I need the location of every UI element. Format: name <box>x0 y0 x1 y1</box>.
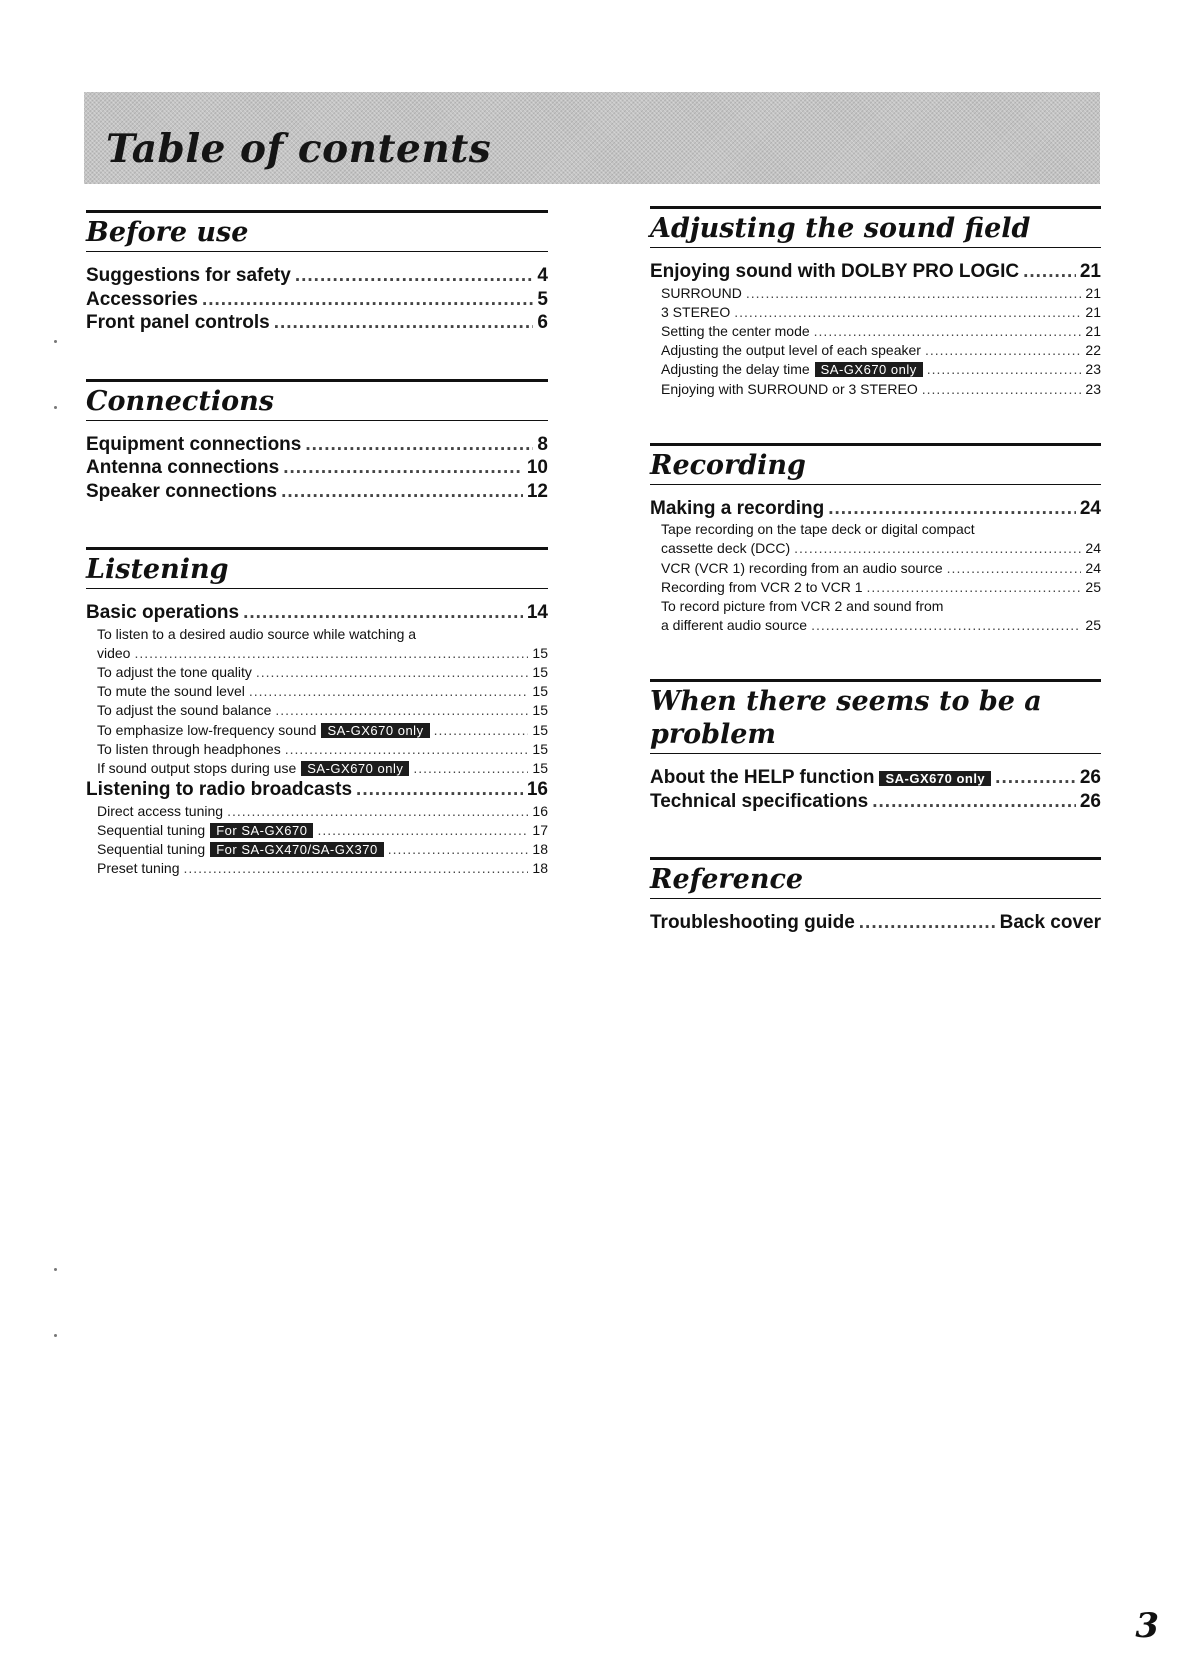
toc-subentry-surround[interactable]: SURROUND ..... 21 <box>661 284 1101 303</box>
toc-subentry-3-stereo[interactable]: 3 STEREO ..... 21 <box>661 303 1101 322</box>
section-sound-field <box>650 206 1101 399</box>
model-badge: SA-GX670 only <box>321 723 429 738</box>
toc-subentry-vcr1-recording[interactable]: VCR (VCR 1) recording from an audio source ..... 24 <box>661 559 1101 578</box>
toc-entry-suggestions-for-safety[interactable]: Suggestions for safety ..... 4 <box>86 264 548 288</box>
toc-subentry-tape-recording[interactable]: cassette deck (DCC) ..... 24 <box>661 539 1101 558</box>
scan-speck <box>54 1334 57 1337</box>
section-header <box>650 679 1101 754</box>
toc-subentry-headphones[interactable]: To listen through headphones ..... 15 <box>97 740 548 759</box>
model-badge: SA-GX670 only <box>301 761 409 776</box>
section-header <box>650 206 1101 248</box>
scan-speck <box>54 340 57 343</box>
toc-entry-equipment-connections[interactable]: Equipment connections ..... 8 <box>86 433 548 457</box>
scan-speck <box>54 1268 57 1271</box>
toc-entry-troubleshooting-guide[interactable]: Troubleshooting guide ..... Back cover <box>650 911 1101 935</box>
section-header <box>86 547 548 589</box>
toc-entry-making-a-recording[interactable]: Making a recording ..... 24 <box>650 497 1101 521</box>
section-title: Connections <box>86 385 274 417</box>
toc-subentry-delay-time[interactable]: Adjusting the delay time SA-GX670 only ..... 23 <box>661 360 1101 379</box>
section-title: Adjusting the sound field <box>650 213 1031 244</box>
section-title: Before use <box>86 217 249 248</box>
toc-subentry-output-stops[interactable]: If sound output stops during use SA-GX670 only ..... 15 <box>97 759 548 778</box>
toc-entry-help-function[interactable]: About the HELP function SA-GX670 only ..... 26 <box>650 766 1101 790</box>
section-header <box>650 857 1101 899</box>
toc-subentry-sequential-tuning-gx670[interactable]: Sequential tuning For SA-GX670 ..... 17 <box>97 821 548 840</box>
toc-entry-basic-operations[interactable]: Basic operations ..... 14 <box>86 601 548 625</box>
toc-subentry-mute[interactable]: To mute the sound level ..... 15 <box>97 682 548 701</box>
title-banner <box>84 92 1100 184</box>
model-badge: For SA-GX470/SA-GX370 <box>210 842 384 857</box>
section-title: Reference <box>650 864 804 896</box>
right-column <box>650 206 1101 979</box>
toc-subentry-text: To listen to a desired audio source while watching a <box>97 625 417 642</box>
toc-entry-technical-specifications[interactable]: Technical specifications ..... 26 <box>650 790 1101 814</box>
toc-subentry-watch-video[interactable]: video ..... 15 <box>97 644 548 663</box>
toc-subentry-direct-access-tuning[interactable]: Direct access tuning ..... 16 <box>97 802 548 821</box>
toc-entry-dolby-pro-logic[interactable]: Enjoying sound with DOLBY PRO LOGIC ..... 21 <box>650 260 1101 284</box>
toc-subentry-text: To record picture from VCR 2 and sound from <box>661 598 944 615</box>
toc-subentry-center-mode[interactable]: Setting the center mode ..... 21 <box>661 322 1101 341</box>
toc-subentry-output-level[interactable]: Adjusting the output level of each speaker ..... 22 <box>661 341 1101 360</box>
toc-entry-antenna-connections[interactable]: Antenna connections ..... 10 <box>86 456 548 480</box>
toc-subentry-vcr2-to-vcr1[interactable]: Recording from VCR 2 to VCR 1 ..... 25 <box>661 578 1101 597</box>
toc-subentry-enjoying-surround[interactable]: Enjoying with SURROUND or 3 STEREO ..... 23 <box>661 380 1101 399</box>
model-badge: SA-GX670 only <box>879 771 991 786</box>
toc-entry-radio-broadcasts[interactable]: Listening to radio broadcasts ..... 16 <box>86 778 548 802</box>
toc-subentry-sound-balance[interactable]: To adjust the sound balance ..... 15 <box>97 701 548 720</box>
toc-entry-speaker-connections[interactable]: Speaker connections ..... 12 <box>86 480 548 504</box>
section-header <box>86 210 548 252</box>
toc-entry-front-panel-controls[interactable]: Front panel controls ..... 6 <box>86 311 548 335</box>
section-title: Listening <box>86 554 229 585</box>
toc-entry-accessories[interactable]: Accessories ..... 5 <box>86 288 548 312</box>
section-title: Recording <box>650 449 806 481</box>
section-header <box>86 379 548 421</box>
section-header <box>650 443 1101 485</box>
section-listening <box>86 547 548 878</box>
section-reference <box>650 857 1101 935</box>
section-before-use <box>86 210 548 335</box>
scan-speck <box>54 406 57 409</box>
section-recording <box>650 443 1101 636</box>
toc-subentry-sequential-tuning-gx470[interactable]: Sequential tuning For SA-GX470/SA-GX370 ..... 18 <box>97 840 548 859</box>
toc-subentry-tone-quality[interactable]: To adjust the tone quality ..... 15 <box>97 663 548 682</box>
model-badge: SA-GX670 only <box>815 362 923 377</box>
model-badge: For SA-GX670 <box>210 823 313 838</box>
toc-subentry-preset-tuning[interactable]: Preset tuning ..... 18 <box>97 859 548 878</box>
toc-subentry-low-frequency[interactable]: To emphasize low-frequency sound SA-GX670 only ..... 15 <box>97 721 548 740</box>
toc-subentry-record-picture[interactable]: a different audio source ..... 25 <box>661 616 1101 635</box>
section-connections <box>86 379 548 504</box>
toc-subentry-text: Tape recording on the tape deck or digital compact <box>661 521 975 538</box>
page-number: 3 <box>1135 1606 1159 1646</box>
section-problem <box>650 679 1101 813</box>
page-title: Table of contents <box>106 126 492 172</box>
left-column <box>86 210 548 922</box>
section-title: When there seems to be a problem <box>650 686 1042 751</box>
